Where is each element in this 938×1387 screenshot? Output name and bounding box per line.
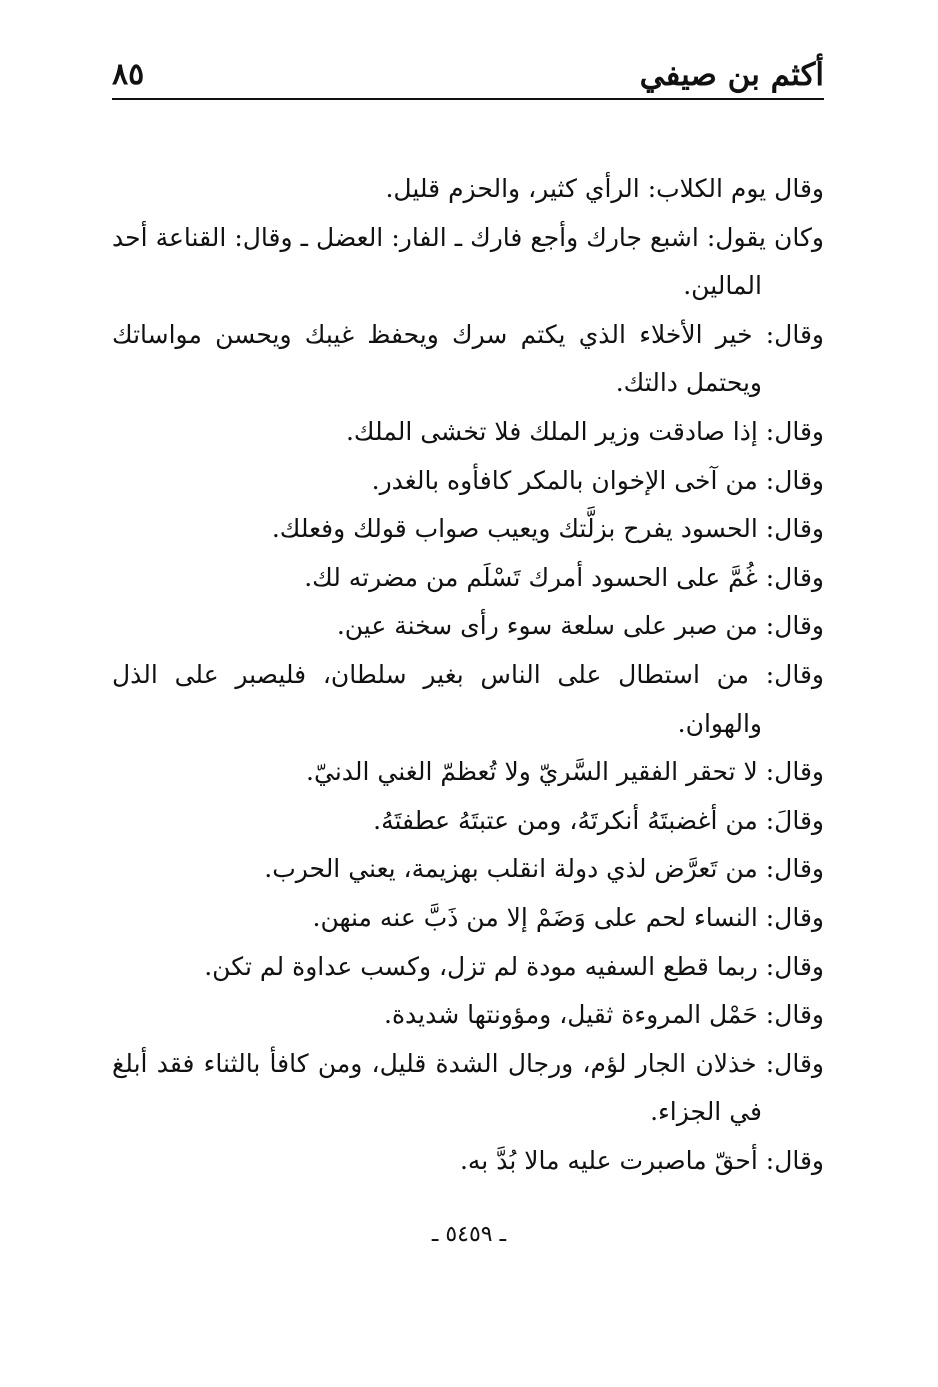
paragraph: وقال: خير الأخلاء الذي يكتم سرك ويحفظ غيبك ويحسن مواساتك ويحتمل دالتك.	[112, 319, 824, 398]
page-number: ٨٥	[112, 57, 145, 92]
footer-page-number: ـ ٥٤٥٩ ـ	[431, 1222, 507, 1247]
page-header	[112, 55, 824, 99]
paragraph: وقالَ: من أغضبتَهُ أنكرتَهُ، ومن عتبتَهُ عطفتَهُ.	[373, 805, 824, 835]
paragraph: وقال: من تَعرَّض لذي دولة انقلب بهزيمة، يعني الحرب.	[264, 854, 824, 884]
paragraph: وقال: حَمْل المروءة ثقيل، ومؤونتها شديدة.	[384, 1000, 824, 1030]
paragraph: وقال: من استطال على الناس بغير سلطان، فليصبر على الذل والهوان.	[112, 659, 824, 738]
paragraph: وقال: خذلان الجار لؤم، ورجال الشدة قليل، ومن كافأ بالثناء فقد أبلغ في الجزاء.	[112, 1048, 824, 1127]
paragraph: وقال: غُمَّ على الحسود أمرك تَسْلَم من مضرته لك.	[304, 562, 824, 592]
paragraph: وقال: إذا صادقت وزير الملك فلا تخشى الملك.	[345, 416, 824, 446]
paragraph: وقال: الحسود يفرح بزلَّتك ويعيب صواب قولك وفعلك.	[271, 514, 824, 544]
paragraph: وقال: ربما قطع السفيه مودة لم تزل، وكسب عداوة لم تكن.	[204, 951, 824, 981]
paragraph: وقال: النساء لحم على وَضَمْ إلا من ذَبَّ عنه منهن.	[312, 902, 824, 932]
paragraph: وقال: من صبر على سلعة سوء رأى سخنة عين.	[336, 611, 824, 641]
body-text	[112, 165, 824, 1185]
header-rule	[112, 98, 824, 100]
paragraph: وقال: أحقّ ماصبرت عليه مالا بُدَّ به.	[459, 1145, 824, 1175]
paragraph: وقال: لا تحقر الفقير السَّريّ ولا تُعظمّ الغني الدنيّ.	[306, 757, 824, 787]
paragraph: وكان يقول: اشبع جارك وأجع فارك ـ الفار: العضل ـ وقال: القناعة أحد المالين.	[112, 222, 824, 301]
running-title: أكثم بن صيفي	[639, 57, 824, 93]
paragraph: وقال يوم الكلاب: الرأي كثير، والحزم قليل.	[385, 174, 824, 203]
paragraph: وقال: من آخى الإخوان بالمكر كافأوه بالغدر.	[371, 465, 824, 495]
